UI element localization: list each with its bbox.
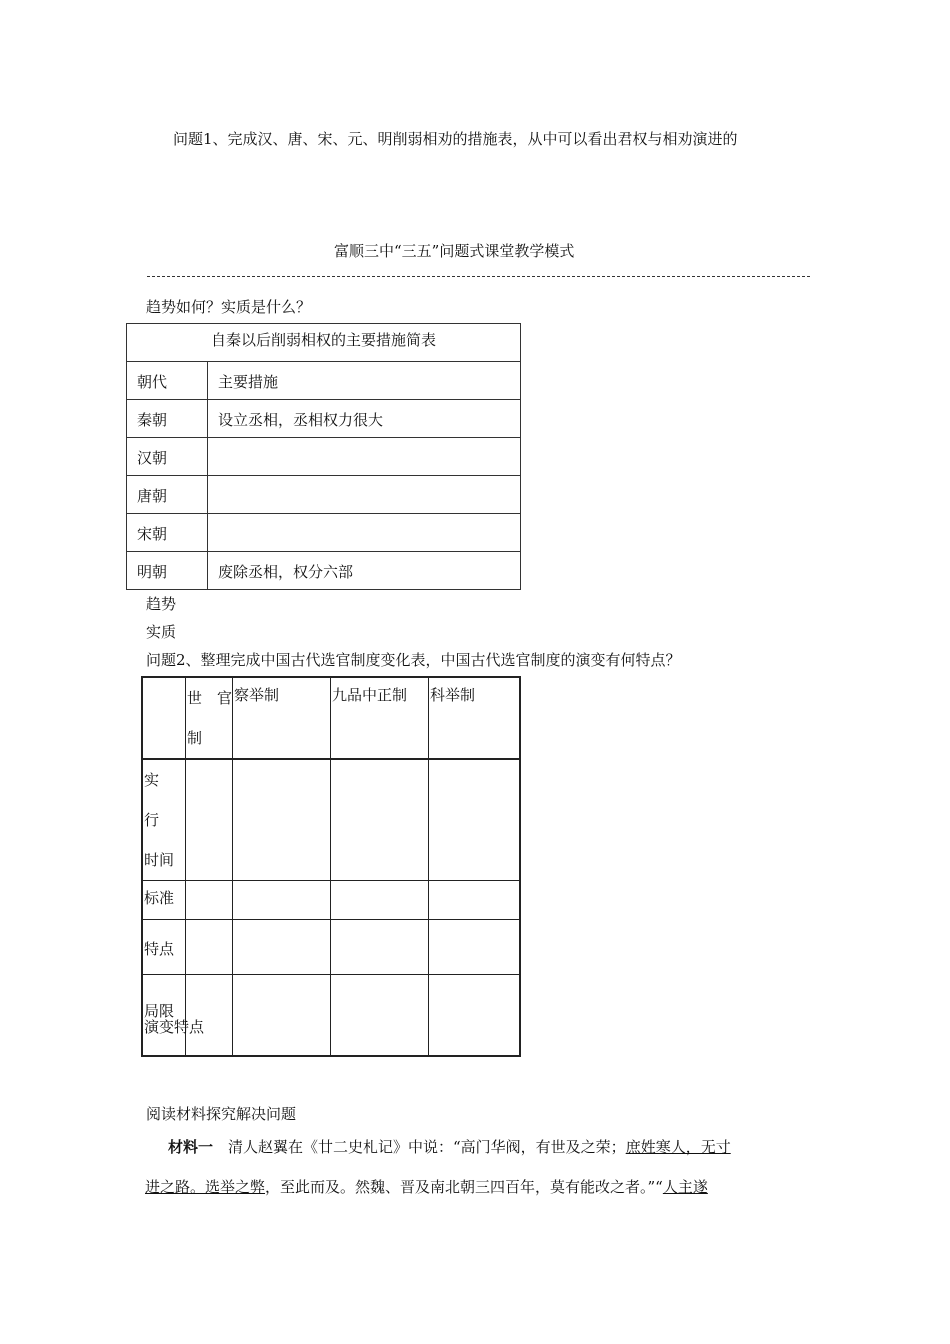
table-header-measures: 主要措施	[208, 362, 521, 400]
table-row	[142, 881, 520, 920]
dynasty-cell: 秦朝	[127, 400, 208, 438]
table-row	[142, 920, 520, 975]
measure-cell[interactable]	[208, 514, 521, 552]
table-header-dynasty: 朝代	[127, 362, 208, 400]
row-label-time: 实 行 时间	[142, 759, 186, 881]
trend-label: 趋势	[146, 595, 177, 613]
measures-table-title: 自秦以后削弱相权的主要措施简表	[127, 324, 521, 362]
material-1-underline: 进之路。选举之弊	[145, 1178, 266, 1196]
official-selection-table	[141, 676, 521, 1057]
cell[interactable]	[429, 920, 521, 975]
cell[interactable]	[233, 975, 331, 1057]
reading-heading: 阅读材料探究解决问题	[146, 1105, 297, 1123]
dynasty-cell: 宋朝	[127, 514, 208, 552]
table-row	[127, 514, 521, 552]
question-2-text: 问题2、整理完成中国古代选官制度变化表，中国古代选官制度的演变有何特点？	[146, 651, 681, 669]
header-divider	[147, 276, 810, 277]
corner-cell	[142, 677, 186, 759]
material-1-text: 清人赵翼在《廿二史札记》中说：“高门华阀，有世及之荣；	[213, 1138, 626, 1156]
evolution-label: 演变特点	[144, 1018, 205, 1036]
material-1-text: ，至此而及。然魏、晋及南北朝三四百年，莫有能改之者。”“	[265, 1178, 663, 1196]
row-label-feature: 特点	[142, 920, 186, 975]
material-1-label: 材料一	[168, 1138, 214, 1156]
page-header-title: 富顺三中“三五”问题式课堂教学模式	[334, 242, 575, 260]
question-1-text: 问题1、完成汉、唐、宋、元、明削弱相劝的措施表，从中可以看出君权与相劝演进的	[173, 130, 738, 148]
header-hereditary: 世 官 制	[186, 677, 233, 759]
cell[interactable]	[233, 920, 331, 975]
header-imperial-exam: 科举制	[429, 677, 521, 759]
measure-cell[interactable]	[208, 476, 521, 514]
table-row	[127, 552, 521, 590]
cell[interactable]	[186, 920, 233, 975]
dynasty-cell: 汉朝	[127, 438, 208, 476]
material-1-line-2	[145, 1176, 708, 1197]
table-row	[127, 400, 521, 438]
cell[interactable]	[186, 759, 233, 881]
header-recommendation: 察举制	[233, 677, 331, 759]
material-1-underline: 人主遂	[662, 1178, 708, 1196]
cell[interactable]	[331, 920, 429, 975]
dynasty-cell: 唐朝	[127, 476, 208, 514]
row-label-standard: 标准	[142, 881, 186, 920]
table-row	[127, 438, 521, 476]
essence-label: 实质	[146, 623, 177, 641]
measure-cell[interactable]	[208, 438, 521, 476]
cell[interactable]	[429, 881, 521, 920]
cell[interactable]	[331, 881, 429, 920]
row-label-limitation: 局限	[142, 975, 186, 1057]
material-1-underline: 庶姓寒人，无寸	[625, 1138, 731, 1156]
table-row	[142, 759, 520, 881]
cell[interactable]	[186, 881, 233, 920]
measures-table	[126, 323, 521, 590]
material-1-line-1	[168, 1136, 731, 1157]
header-nine-rank: 九品中正制	[331, 677, 429, 759]
cell[interactable]	[331, 759, 429, 881]
cell[interactable]	[429, 759, 521, 881]
cell[interactable]	[331, 975, 429, 1057]
measure-cell: 废除丞相，权分六部	[208, 552, 521, 590]
cell[interactable]	[233, 881, 331, 920]
table-row	[127, 476, 521, 514]
question-1-continued: 趋势如何？实质是什么？	[146, 298, 312, 316]
dynasty-cell: 明朝	[127, 552, 208, 590]
measure-cell: 设立丞相，丞相权力很大	[208, 400, 521, 438]
cell[interactable]	[429, 975, 521, 1057]
cell[interactable]	[233, 759, 331, 881]
